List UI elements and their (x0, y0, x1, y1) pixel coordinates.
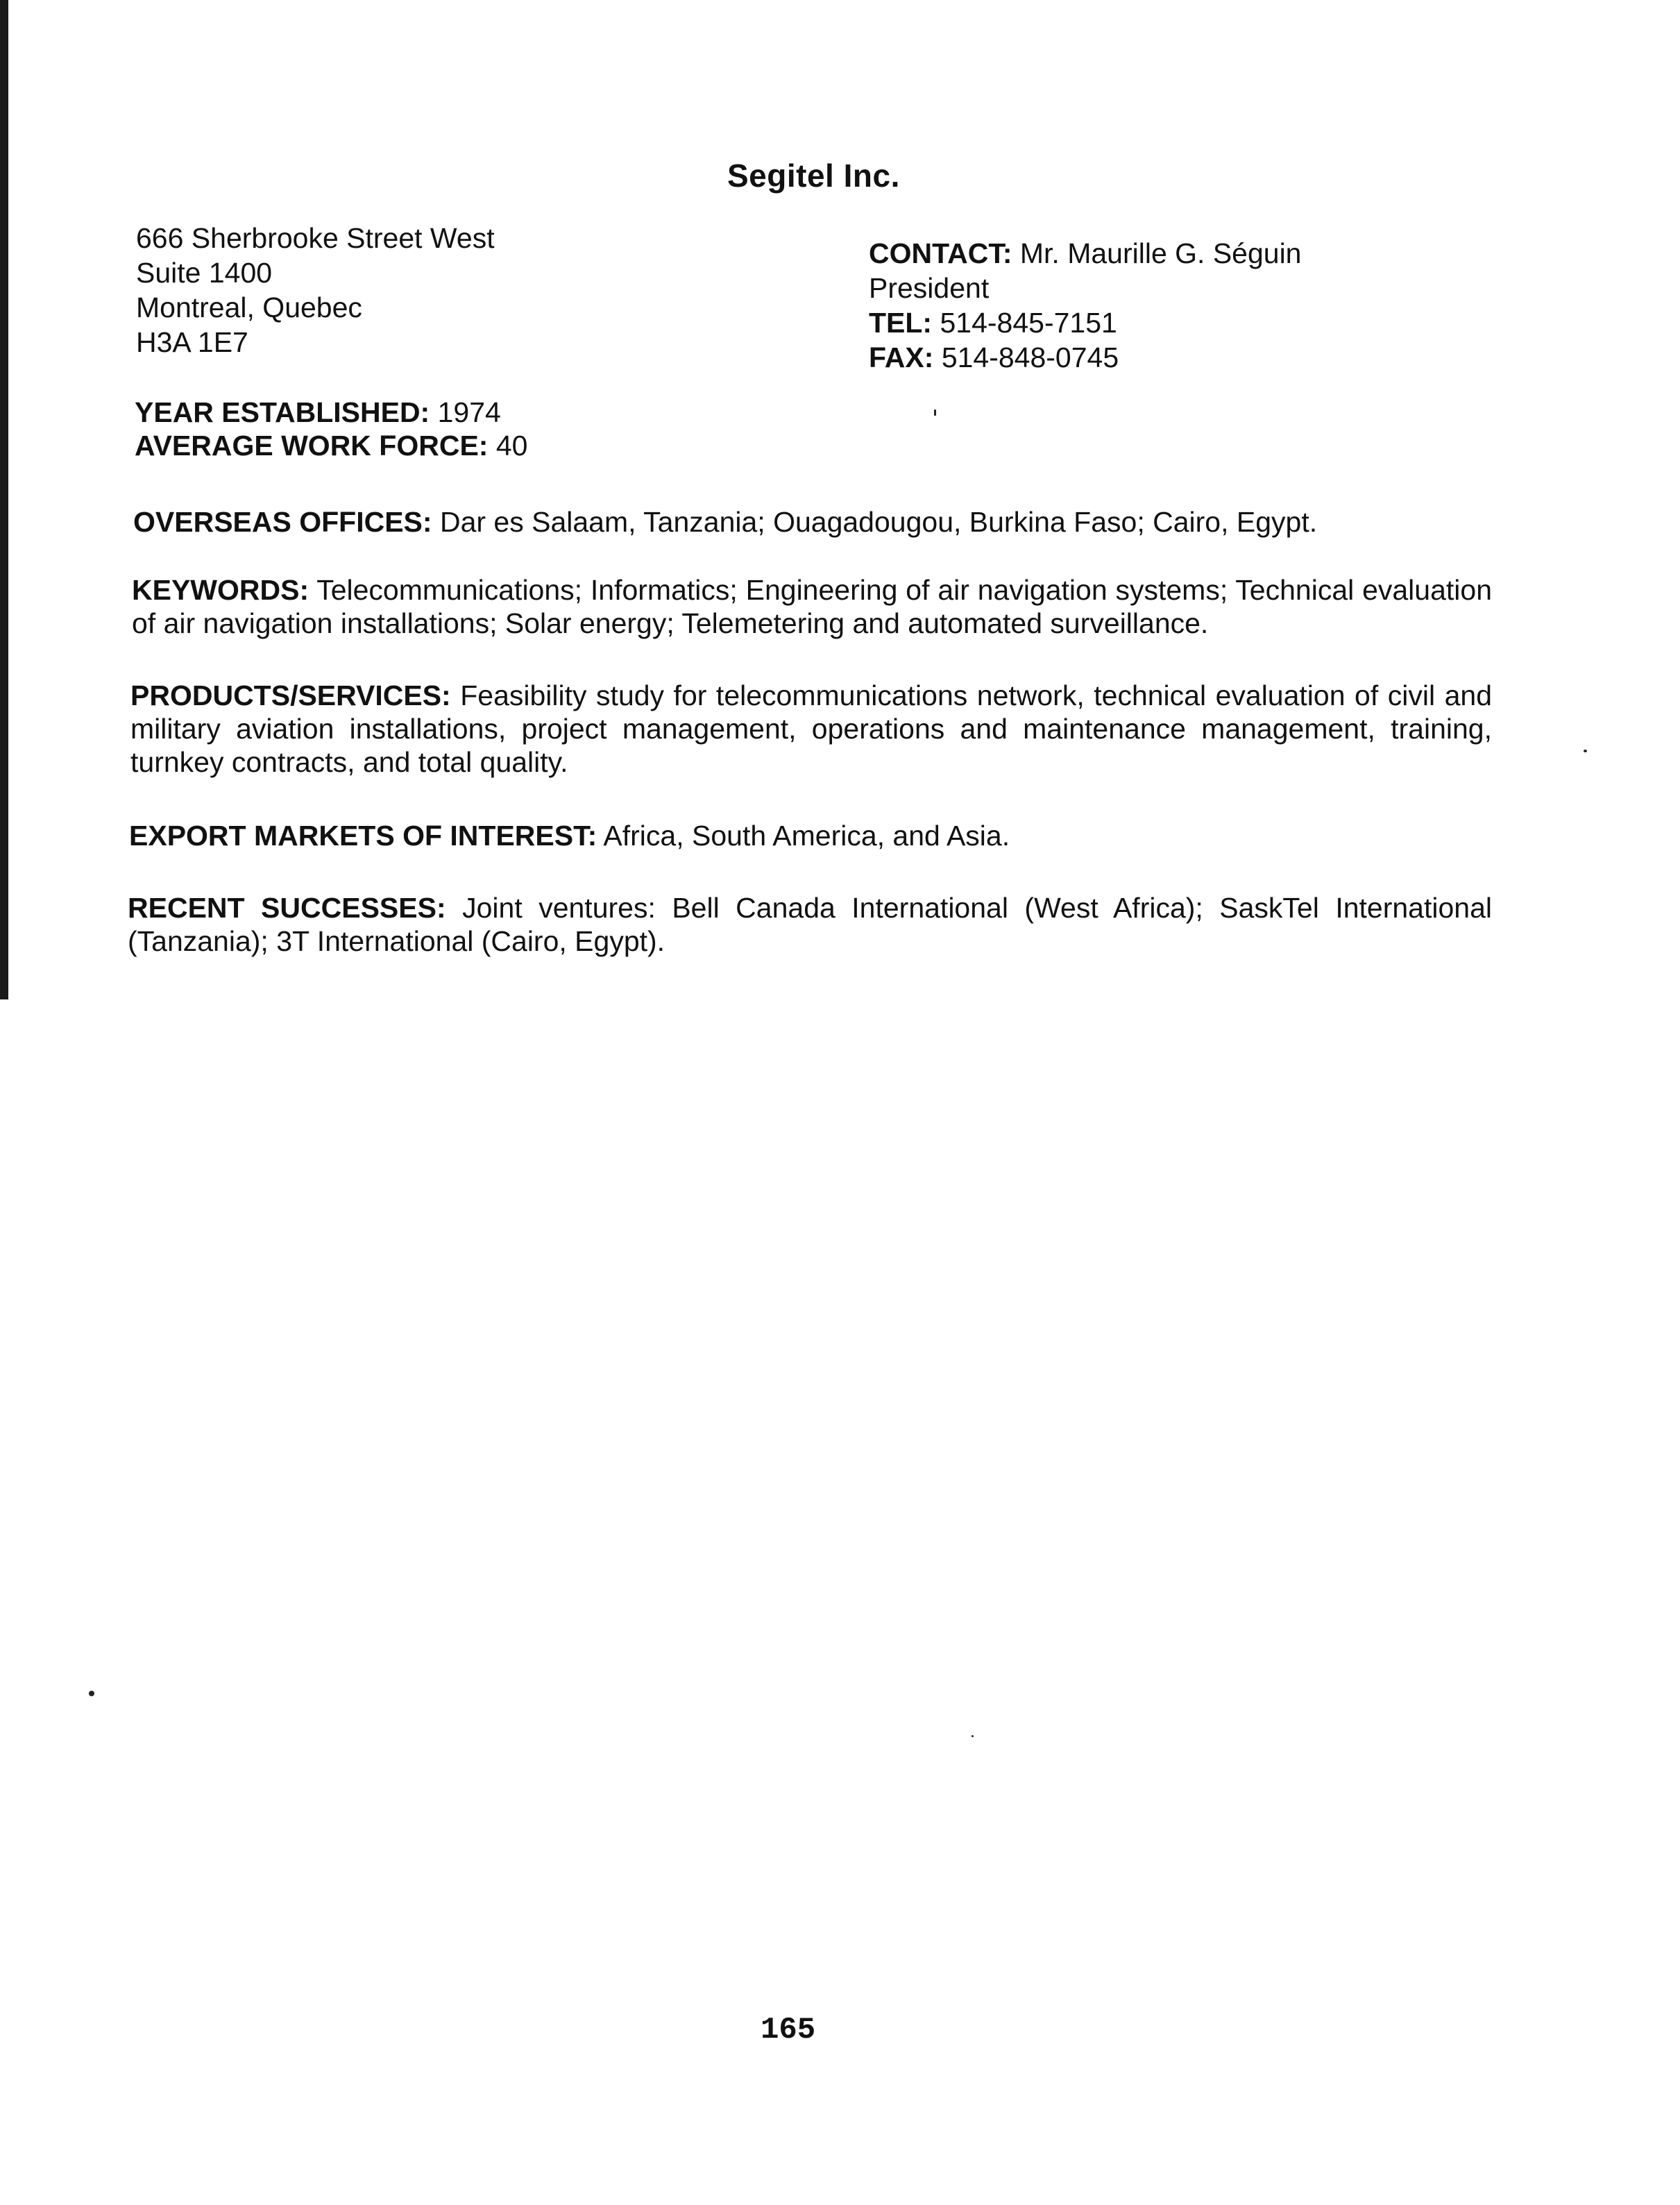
scan-speck (971, 1735, 974, 1737)
scan-left-edge (0, 0, 8, 999)
contact-title: President (869, 272, 990, 304)
year-value: 1974 (437, 396, 501, 428)
contact-name: Mr. Maurille G. Séguin (1019, 237, 1302, 269)
products-text: Feasibility study for telecommunications network, technical evaluation of civil and military aviation installations, project management, operations and maintenance management, training, turnkey contracts, and total quality. (130, 679, 1492, 778)
address-suite: Suite 1400 (136, 257, 273, 289)
year-established (135, 396, 527, 429)
keywords-section (132, 573, 1492, 640)
overseas-text: Dar es Salaam, Tanzania; Ouagadougou, Burkina Faso; Cairo, Egypt. (439, 506, 1318, 538)
successes-label: RECENT SUCCESSES: (128, 892, 446, 924)
address-postal: H3A 1E7 (136, 326, 248, 358)
overseas-offices (133, 505, 1317, 539)
export-label: EXPORT MARKETS OF INTEREST: (129, 820, 597, 852)
company-name: Segitel Inc. (727, 158, 900, 194)
tel-label: TEL: (869, 307, 933, 339)
keywords-label: KEYWORDS: (132, 574, 309, 606)
contact-line (869, 236, 1302, 271)
address-street: 666 Sherbrooke Street West (136, 222, 495, 254)
contact-label: CONTACT: (869, 237, 1012, 269)
export-markets (129, 819, 1010, 852)
contact-block (869, 236, 1302, 375)
fax-value: 514-848-0745 (941, 341, 1119, 373)
overseas-label: OVERSEAS OFFICES: (133, 506, 432, 538)
products-label: PRODUCTS/SERVICES: (130, 679, 451, 711)
scan-speck (89, 1691, 94, 1696)
average-work-force (135, 429, 527, 462)
products-services-section (130, 679, 1492, 779)
year-label: YEAR ESTABLISHED: (135, 396, 430, 428)
workforce-label: AVERAGE WORK FORCE: (135, 430, 489, 462)
tel-line (869, 305, 1302, 340)
workforce-value: 40 (495, 430, 528, 462)
recent-successes (128, 891, 1492, 958)
facts-block (135, 396, 527, 462)
address-block (136, 221, 495, 360)
address-city: Montreal, Quebec (136, 292, 362, 323)
fax-line (869, 340, 1302, 375)
export-text: Africa, South America, and Asia. (603, 820, 1010, 852)
tel-value: 514-845-7151 (940, 307, 1117, 339)
scan-speck (1584, 750, 1587, 752)
successes-text: Joint ventures: Bell Canada International (West Africa); SaskTel International (Tanzania); 3T International (Cairo, Egypt). (128, 892, 1492, 957)
scan-speck (934, 409, 936, 416)
keywords-text: Telecommunications; Informatics; Engineering of air navigation systems; Technical evaluation of air navigation installations; Solar energy; Telemetering and automated surveillance. (132, 574, 1492, 639)
page-number: 165 (761, 2013, 816, 2047)
fax-label: FAX: (869, 341, 934, 373)
